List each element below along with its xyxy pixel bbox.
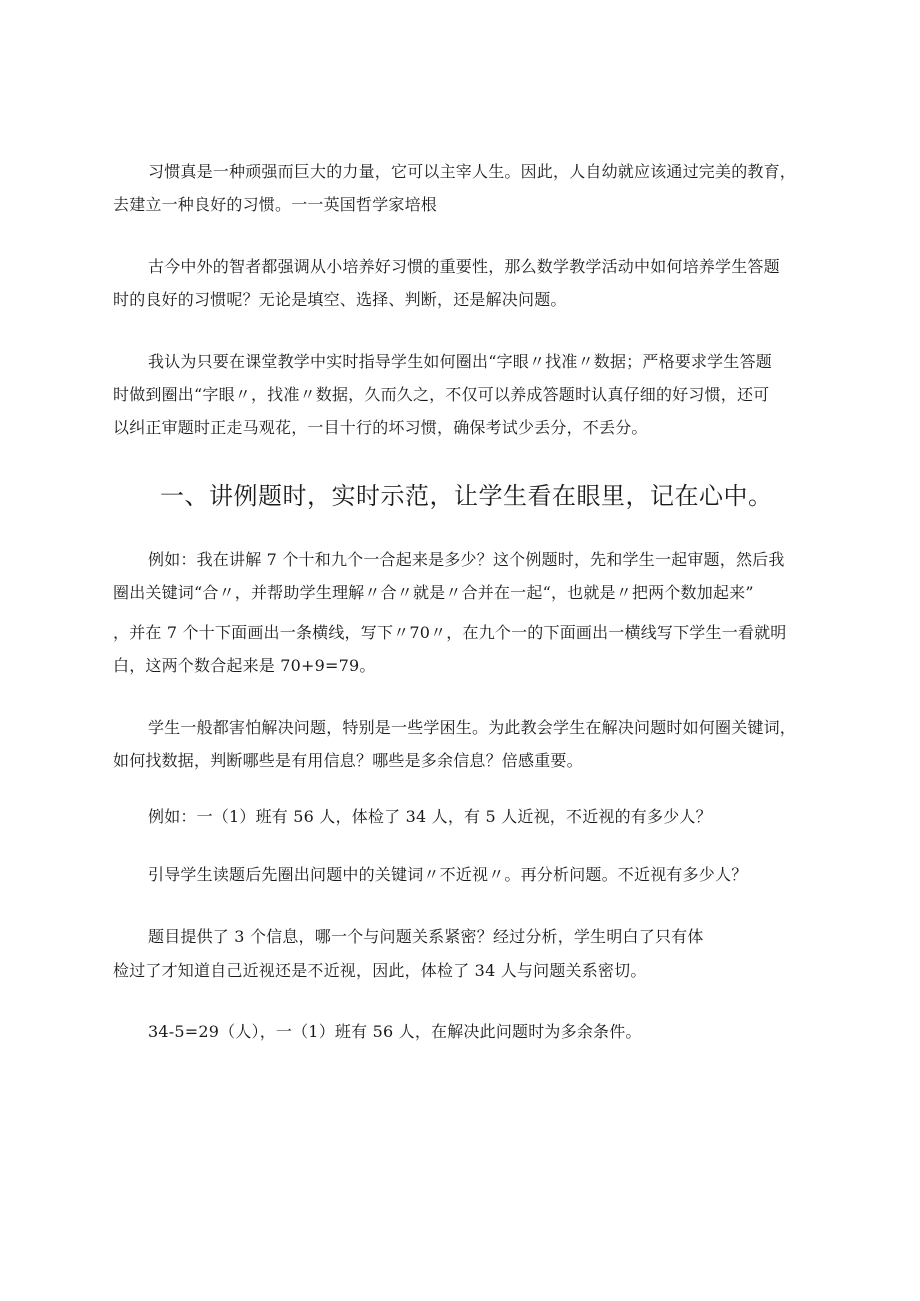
paragraph-line: 例如：一（1）班有 56 人，体检了 34 人，有 5 人近视，不近视的有多少人？: [148, 807, 712, 826]
paragraph-line: 如何找数据，判断哪些是有用信息？哪些是多余信息？倍感重要。: [113, 751, 583, 770]
paragraph-line: ，并在 7 个十下面画出一条横线，写下〃70〃，在九个一的下面画出一横线写下学生一看就明: [113, 623, 787, 642]
paragraph-line: 圈出关键词“合〃，并帮助学生理解〃合〃就是〃合并在一起“，也就是〃把两个数加起来”: [113, 583, 754, 602]
section-heading: 一、讲例题时，实时示范，让学生看在眼里，记在心中。: [160, 482, 773, 510]
paragraph-line: 去建立一种良好的习惯。一一英国哲学家培根: [113, 195, 438, 214]
paragraph-line: 古今中外的智者都强调从小培养好习惯的重要性，那么数学教学活动中如何培养学生答题: [148, 257, 780, 276]
paragraph-line: 引导学生读题后先圈出问题中的关键词〃不近视〃。再分析问题。不近视有多少人？: [148, 865, 748, 884]
paragraph-line: 学生一般都害怕解决问题，特别是一些学困生。为此教会学生在解决问题时如何圈关键词，: [148, 718, 797, 737]
paragraph-line: 时做到圈出“字眼〃，找准〃数据，久而久之，不仅可以养成答题时认真仔细的好习惯，还可: [113, 385, 770, 404]
paragraph-line: 例如：我在讲解 7 个十和九个一合起来是多少？这个例题时，先和学生一起审题，然后我: [148, 550, 785, 569]
paragraph-line: 检过了才知道自己近视还是不近视，因此，体检了 34 人与问题关系密切。: [113, 961, 647, 980]
paragraph-line: 34-5=29（人），一（1）班有 56 人，在解决此问题时为多余条件。: [148, 1022, 642, 1041]
paragraph-line: 以纠正审题时正走马观花，一目十行的坏习惯，确保考试少丢分，不丢分。: [113, 418, 648, 437]
paragraph-line: 我认为只要在课堂教学中实时指导学生如何圈出“字眼〃找准〃数据；严格要求学生答题: [148, 352, 772, 371]
paragraph-line: 习惯真是一种顽强而巨大的力量，它可以主宰人生。因此，人自幼就应该通过完美的教育，: [148, 162, 797, 181]
paragraph-line: 白，这两个数合起来是 70+9=79。: [113, 656, 376, 675]
paragraph-line: 题目提供了 3 个信息，哪一个与问题关系紧密？经过分析，学生明白了只有体: [148, 927, 704, 946]
paragraph-line: 时的良好的习惯呢？无论是填空、选择、判断，还是解决问题。: [113, 290, 567, 309]
